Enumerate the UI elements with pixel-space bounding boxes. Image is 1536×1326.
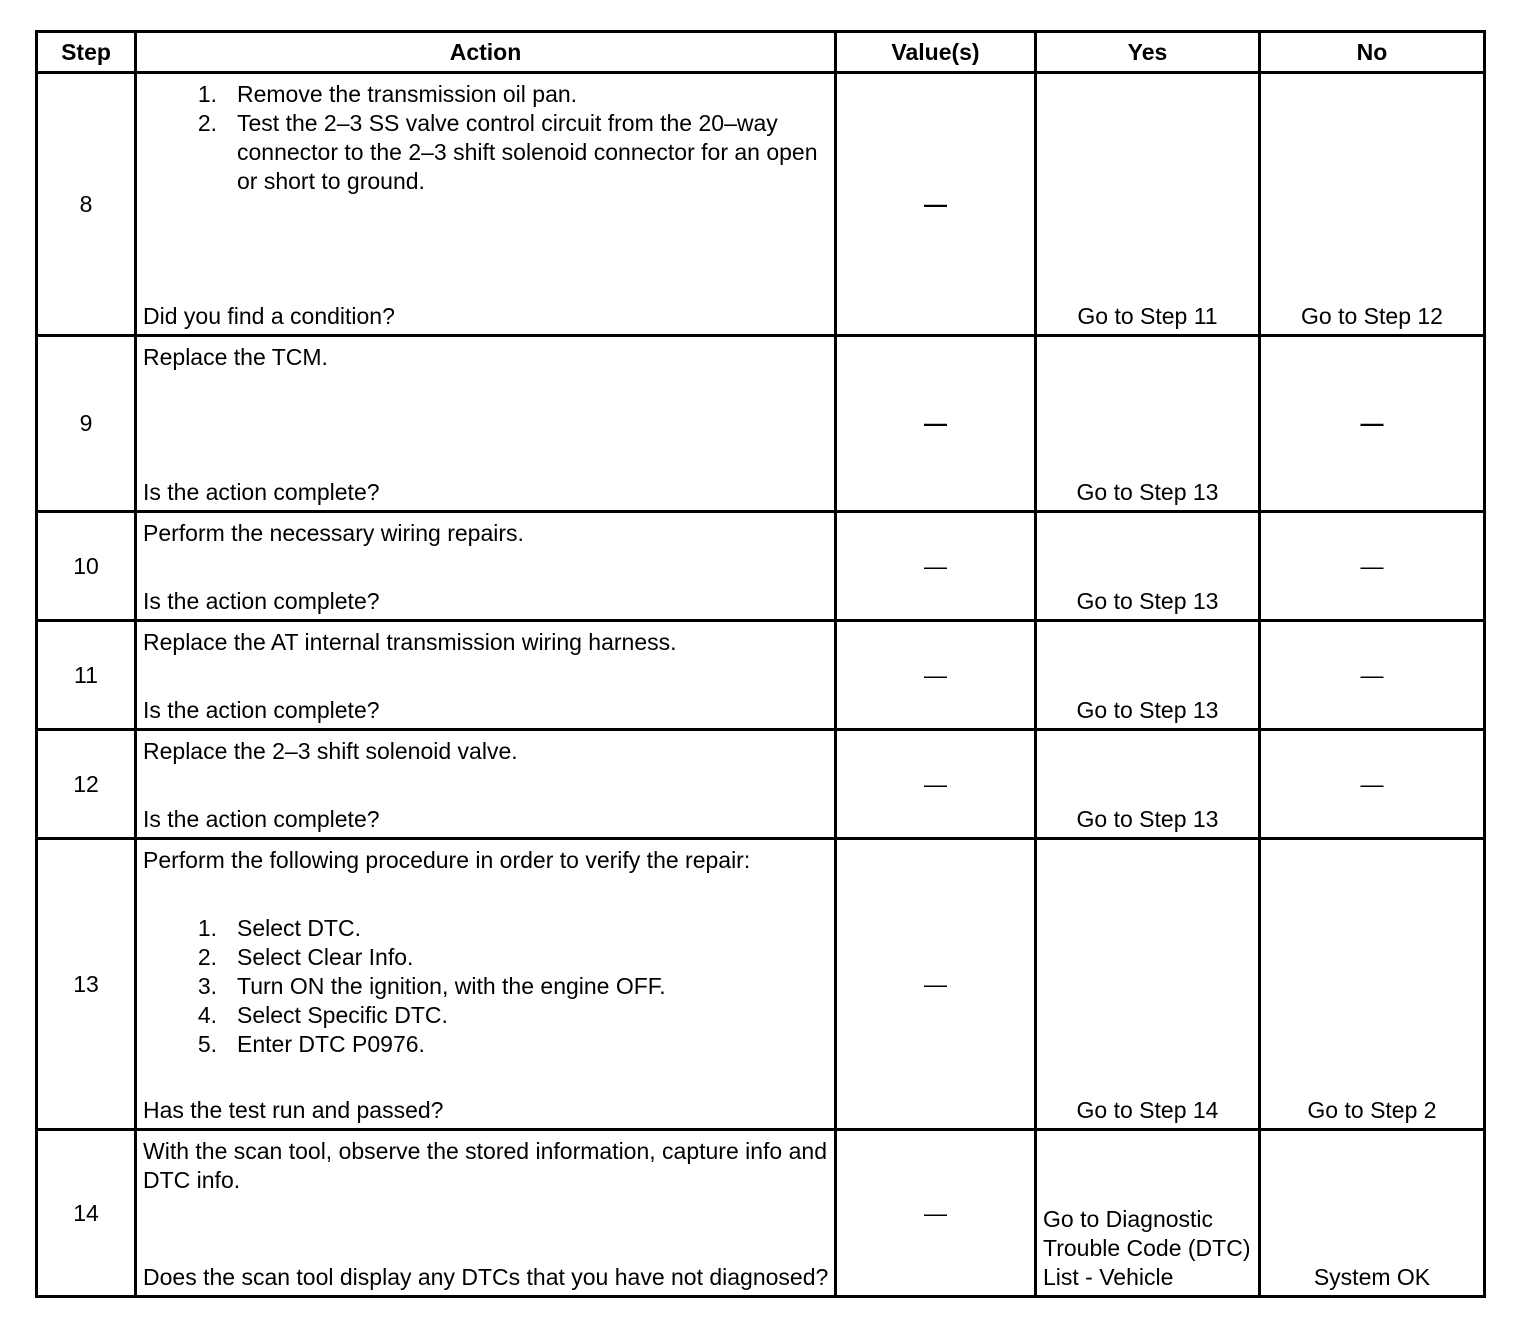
no-cell: —	[1260, 336, 1485, 512]
table-row	[37, 73, 1485, 336]
action-steps	[137, 914, 830, 1059]
header-step: Step	[37, 32, 136, 73]
action-question: Is the action complete?	[143, 587, 380, 614]
step-number: 8	[37, 73, 136, 336]
value-cell: —	[836, 73, 1036, 336]
list-item: 1. Remove the transmission oil pan.	[197, 80, 578, 107]
action-cell	[136, 1130, 836, 1297]
list-item: 3. Turn ON the ignition, with the engine OFF.	[197, 972, 666, 999]
header-values: Value(s)	[836, 32, 1036, 73]
action-text: With the scan tool, observe the stored information, capture info and DTC info.	[143, 1137, 827, 1193]
header-no: No	[1260, 32, 1485, 73]
action-cell	[136, 336, 836, 512]
yes-cell: Go to Step 13	[1036, 730, 1260, 839]
action-text: Perform the following procedure in order to verify the repair:	[143, 846, 751, 873]
table-row	[37, 839, 1485, 1130]
value-cell: —	[836, 730, 1036, 839]
action-question: Did you find a condition?	[143, 302, 395, 329]
table-row	[37, 621, 1485, 730]
step-number: 14	[37, 1130, 136, 1297]
no-cell: —	[1260, 730, 1485, 839]
header-yes: Yes	[1036, 32, 1260, 73]
step-number: 11	[37, 621, 136, 730]
table-row	[37, 336, 1485, 512]
value-cell: —	[836, 839, 1036, 1130]
value-cell: —	[836, 336, 1036, 512]
action-text: Replace the TCM.	[143, 343, 328, 370]
step-number: 13	[37, 839, 136, 1130]
action-text: Replace the 2–3 shift solenoid valve.	[143, 737, 518, 764]
step-number: 9	[37, 336, 136, 512]
value-cell: —	[836, 1130, 1036, 1297]
header-row	[37, 32, 1485, 73]
action-cell	[136, 621, 836, 730]
yes-cell: Go to Step 13	[1036, 336, 1260, 512]
no-cell: Go to Step 12	[1260, 73, 1485, 336]
action-question: Is the action complete?	[143, 696, 380, 723]
header-action: Action	[136, 32, 836, 73]
table-row	[37, 1130, 1485, 1297]
yes-cell: Go to Step 11	[1036, 73, 1260, 336]
table-row	[37, 512, 1485, 621]
yes-cell: Go to Step 13	[1036, 512, 1260, 621]
action-question: Has the test run and passed?	[143, 1096, 444, 1123]
action-cell	[136, 730, 836, 839]
step-number: 12	[37, 730, 136, 839]
yes-cell: Go to Diagnostic Trouble Code (DTC) List - Vehicle	[1036, 1130, 1260, 1297]
action-cell	[136, 73, 836, 336]
action-steps	[137, 80, 830, 196]
step-number: 10	[37, 512, 136, 621]
action-question: Is the action complete?	[143, 478, 380, 505]
no-cell: System OK	[1260, 1130, 1485, 1297]
list-item: 5. Enter DTC P0976.	[197, 1030, 425, 1057]
action-cell	[136, 512, 836, 621]
action-cell	[136, 839, 836, 1130]
value-cell: —	[836, 621, 1036, 730]
action-question: Is the action complete?	[143, 805, 380, 832]
list-item: 2. Select Clear Info.	[197, 943, 414, 970]
no-cell: —	[1260, 512, 1485, 621]
action-question: Does the scan tool display any DTCs that you have not diagnosed?	[143, 1263, 829, 1290]
yes-cell: Go to Step 13	[1036, 621, 1260, 730]
list-item: 2. Test the 2–3 SS valve control circuit from the 20–way connector to the 2–3 shift solenoid connector for an open or short to ground.	[197, 109, 818, 194]
list-item: 4. Select Specific DTC.	[197, 1001, 448, 1028]
yes-cell: Go to Step 14	[1036, 839, 1260, 1130]
table-row	[37, 730, 1485, 839]
value-cell: —	[836, 512, 1036, 621]
diagnostic-table	[35, 30, 1486, 1298]
list-item: 1. Select DTC.	[197, 914, 361, 941]
no-cell: Go to Step 2	[1260, 839, 1485, 1130]
action-text: Perform the necessary wiring repairs.	[143, 519, 524, 546]
no-cell: —	[1260, 621, 1485, 730]
action-text: Replace the AT internal transmission wiring harness.	[143, 628, 677, 655]
